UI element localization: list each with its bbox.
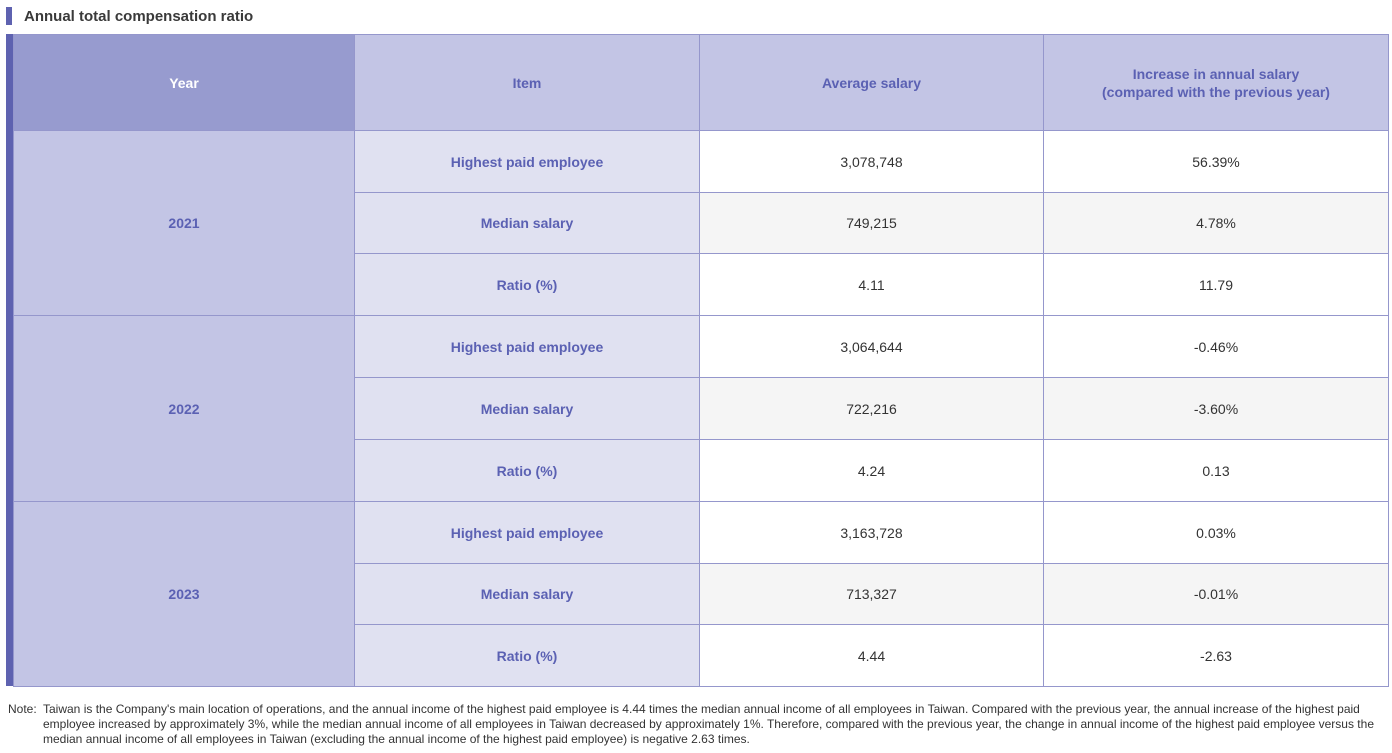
average-cell: 3,163,728 [700,502,1044,564]
header-increase-line1: Increase in annual salary [1132,65,1300,82]
year-cell-2022: 2022 [14,316,355,502]
average-cell: 4.24 [700,440,1044,502]
item-cell: Median salary [355,564,700,625]
item-cell: Highest paid employee [355,316,700,378]
footnote-text: Taiwan is the Company's main location of operations, and the annual income of the highest paid employee is 4.44 times the median annual income of all employees in Taiwan. Compared with the previous year, the annual increase of the highest paid employee increased by approximately 3%, while the median annual income of all employees in Taiwan decreased by approximately 1%. Therefore, compared with the previous year, the change in annual income of the highest paid employee versus the median annual income of all employees in Taiwan (excluding the annual income of the highest paid employee) is negative 2.63 times. [43,702,1374,746]
average-cell: 722,216 [700,378,1044,440]
average-cell: 713,327 [700,564,1044,625]
average-cell: 4.44 [700,625,1044,687]
item-cell: Highest paid employee [355,131,700,193]
table-row [14,502,1389,564]
item-cell: Ratio (%) [355,254,700,316]
item-cell: Median salary [355,378,700,440]
compensation-table [13,34,1389,687]
increase-cell: -0.46% [1044,316,1389,378]
increase-cell: -2.63 [1044,625,1389,687]
increase-cell: 4.78% [1044,193,1389,254]
increase-cell: 0.13 [1044,440,1389,502]
header-year: Year [14,35,355,131]
table-row [14,131,1389,193]
table-accent-bar [6,34,13,686]
average-cell: 3,078,748 [700,131,1044,193]
increase-cell: 0.03% [1044,502,1389,564]
increase-cell: -0.01% [1044,564,1389,625]
footnote [8,702,1388,747]
item-cell: Highest paid employee [355,502,700,564]
year-cell-2021: 2021 [14,131,355,316]
header-increase [1044,35,1389,131]
average-cell: 749,215 [700,193,1044,254]
average-cell: 4.11 [700,254,1044,316]
item-cell: Median salary [355,193,700,254]
section-title [6,7,253,25]
compensation-table-container [6,34,1388,686]
header-average-salary: Average salary [700,35,1044,131]
item-cell: Ratio (%) [355,625,700,687]
header-row [14,35,1389,131]
year-cell-2023: 2023 [14,502,355,687]
header-increase-line2: (compared with the previous year) [1102,83,1330,100]
increase-cell: -3.60% [1044,378,1389,440]
section-title-text: Annual total compensation ratio [24,7,254,25]
increase-cell: 11.79 [1044,254,1389,316]
table-row [14,316,1389,378]
footnote-label: Note: [8,702,37,716]
header-item: Item [355,35,700,131]
increase-cell: 56.39% [1044,131,1389,193]
item-cell: Ratio (%) [355,440,700,502]
average-cell: 3,064,644 [700,316,1044,378]
title-marker [6,7,12,25]
